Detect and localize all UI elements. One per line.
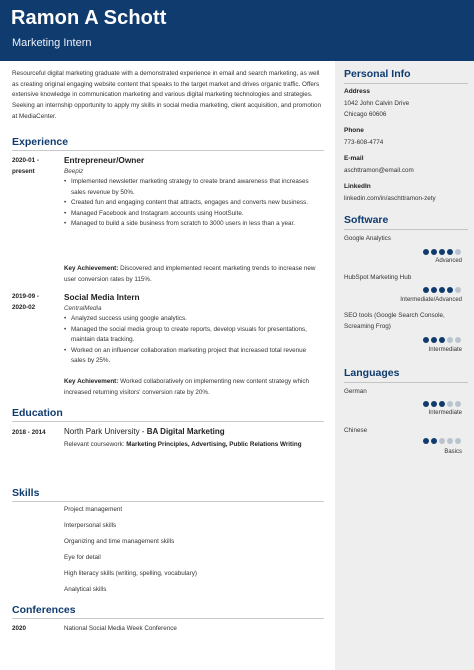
coursework-text: Marketing Principles, Advertising, Public Relations Writing — [126, 441, 302, 448]
conferences-title: Conferences — [12, 604, 76, 616]
rating-dot-filled — [423, 438, 429, 444]
key-achievement-label: Key Achievement: — [64, 265, 119, 272]
job-company: CentralMedia — [64, 305, 102, 312]
job-bullet: • Implemented newsletter marketing strategy to create brand awareness that increases sales revenue by 50%. — [64, 177, 320, 198]
rating-dot-empty — [439, 438, 445, 444]
software-title: Software — [344, 214, 389, 226]
rating-dot-filled — [423, 337, 429, 343]
education-coursework — [64, 440, 320, 451]
job-bullet: • Analyzed success using google analytics. — [64, 314, 320, 325]
languages-title: Languages — [344, 367, 400, 379]
rating-dot-filled — [439, 249, 445, 255]
linkedin-label: LinkedIn — [344, 183, 371, 190]
address-line2: Chicago 60606 — [344, 111, 387, 118]
software-rule — [344, 229, 468, 230]
education-rule — [12, 421, 324, 422]
rating-dot-filled — [431, 287, 437, 293]
software-item-name: HubSpot Marketing Hub — [344, 274, 412, 281]
language-item-name: Chinese — [344, 427, 368, 434]
rating-dot-filled — [431, 249, 437, 255]
candidate-name: Ramon A Schott — [11, 7, 167, 29]
job-title: Entrepreneur/Owner — [64, 155, 145, 165]
software-item-level: Advanced — [435, 258, 462, 264]
key-achievement — [64, 377, 320, 398]
rating-dot-filled — [439, 287, 445, 293]
conference-date: 2020 — [12, 625, 27, 632]
skill-item: Analytical skills — [64, 586, 107, 593]
job-bullet: • Managed the social media group to create reports, develop visuals for presentations, maintain data tracking. — [64, 325, 320, 346]
personal-info-title: Personal Info — [344, 68, 411, 80]
rating-dot-empty — [447, 438, 453, 444]
summary-text: Resourceful digital marketing graduate with a demonstrated experience in email and search marketing, as well as creating original engaging website content that speaks to the target market and drives organic traffic. Offers extensive knowledge in communication marketing and various digital marketing technologies and strategies. Seeking an internship opportunity to apply my skills in social media marketing, client acquisition, and promotion at MediaCenter. — [12, 70, 322, 120]
skills-title: Skills — [12, 487, 40, 499]
address-line1: 1042 John Calvin Drive — [344, 100, 410, 107]
education-title: Education — [12, 407, 63, 419]
software-item-level: Intermediate/Advanced — [400, 297, 462, 303]
phone-label: Phone — [344, 127, 364, 134]
skills-rule — [12, 501, 324, 502]
key-achievement-text: Discovered and implemented recent marketing trends to increase new user conversion rates by 115%. — [64, 265, 316, 283]
coursework-label: Relevant coursework: — [64, 441, 125, 448]
skill-item: High literacy skills (writing, spelling, vocabulary) — [64, 570, 197, 577]
job-title: Social Media Intern — [64, 292, 140, 302]
skill-item: Organizing and time management skills — [64, 538, 175, 545]
education-date: 2018 - 2014 — [12, 429, 46, 436]
rating-dot-filled — [423, 287, 429, 293]
job-bullet: • Worked on an influencer collaboration marketing project that increased total revenue sales by 25%. — [64, 346, 320, 367]
job-bullet: • Created fun and engaging content that attracts, engages and converts new business. — [64, 198, 320, 209]
conferences-rule — [12, 618, 324, 619]
rating-dot-empty — [455, 287, 461, 293]
rating-dot-filled — [423, 249, 429, 255]
key-achievement — [64, 264, 320, 285]
job-date: 2019-09 - 2020-02 — [12, 293, 39, 311]
job-bullet: • Managed Facebook and Instagram accounts using HootSuite. — [64, 209, 320, 220]
rating-dot-filled — [447, 287, 453, 293]
job-company: Beepiz — [64, 168, 84, 175]
email-label: E-mail — [344, 155, 364, 162]
resume-header — [0, 0, 474, 61]
software-item-level: Intermediate — [428, 347, 462, 353]
job-bullet: • Managed to build a side business from scratch to 3000 users in less than a year. — [64, 219, 320, 230]
linkedin-value: linkedin.com/in/aschttramon-zety — [344, 195, 436, 202]
rating-dot-empty — [455, 337, 461, 343]
rating-dot-empty — [455, 249, 461, 255]
skill-item: Eye for detail — [64, 554, 101, 561]
language-item-name: German — [344, 388, 367, 395]
software-item-name: Google Analytics — [344, 235, 391, 242]
job-bullets — [64, 314, 320, 367]
rating-dot-filled — [439, 401, 445, 407]
education-school — [64, 427, 225, 436]
skill-item: Project management — [64, 506, 123, 513]
rating-dot-empty — [447, 401, 453, 407]
job-bullets — [64, 177, 320, 230]
key-achievement-text: Worked collaboratively on implementing new content strategy which increased returning visitors' conversion rate by 20%. — [64, 378, 310, 396]
phone-value: 773-608-4774 — [344, 139, 384, 146]
language-item-level: Intermediate — [428, 410, 462, 416]
key-achievement-label: Key Achievement: — [64, 378, 119, 385]
rating-dot-empty — [447, 337, 453, 343]
language-item-level: Basics — [444, 449, 462, 455]
candidate-role: Marketing Intern — [12, 37, 92, 49]
rating-dot-empty — [455, 438, 461, 444]
rating-dot-filled — [423, 401, 429, 407]
skill-item: Interpersonal skills — [64, 522, 117, 529]
rating-dot-empty — [455, 401, 461, 407]
job-date: 2020-01 - present — [12, 157, 39, 175]
rating-dot-filled — [439, 337, 445, 343]
school-name: North Park University - — [64, 427, 147, 436]
degree-name: BA Digital Marketing — [146, 427, 225, 436]
email-value: aschttramon@email.com — [344, 167, 414, 174]
rating-dot-filled — [431, 438, 437, 444]
conference-name: National Social Media Week Conference — [64, 625, 177, 632]
software-item-name: SEO tools (Google Search Console, Screaming Frog) — [344, 312, 445, 330]
rating-dot-filled — [431, 337, 437, 343]
sidebar — [335, 61, 474, 670]
experience-rule — [12, 150, 324, 151]
address-label: Address — [344, 88, 371, 95]
experience-title: Experience — [12, 136, 69, 148]
rating-dot-filled — [447, 249, 453, 255]
languages-rule — [344, 382, 468, 383]
rating-dot-filled — [431, 401, 437, 407]
personal-info-rule — [344, 83, 468, 84]
